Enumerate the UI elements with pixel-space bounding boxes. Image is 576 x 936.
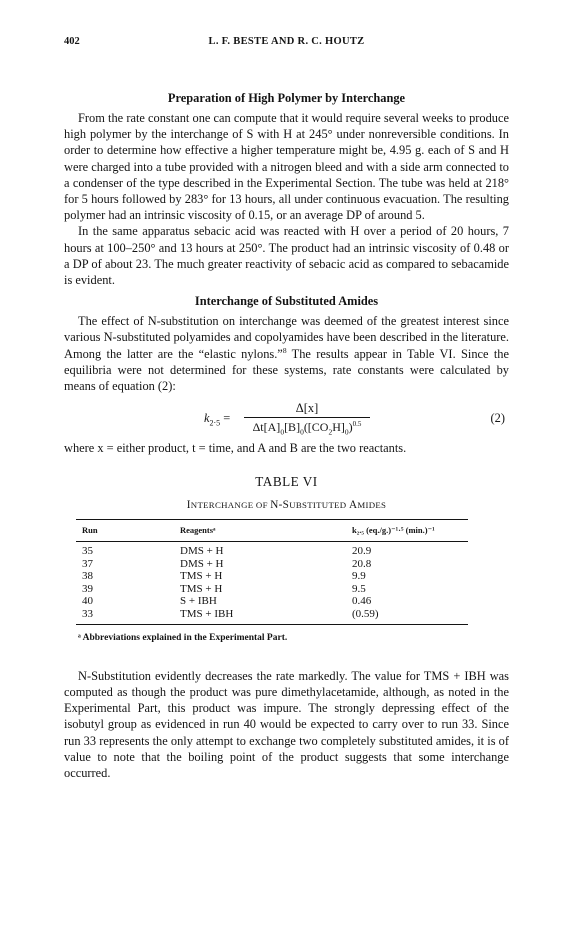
cell-rate: 20.9	[352, 545, 372, 558]
data-table	[76, 519, 468, 625]
cell-run: 39	[82, 582, 93, 595]
cell-reagents: DMS + H	[180, 545, 224, 558]
paragraph-n-substitution-effect: N-Substitution evidently decreases the rate markedly. The value for TMS + IBH was computed as though the product was pure dimethylacetamide, although, as noted in the Experimental Part, this product was impure. The strongly depressing effect of the isobutyl group as evidenced in run 40 would be expected to carry over to run 33. Since run 33 represents the only attempt to exchange two completely substituted amides, it is of value to note that the boiling point of the product suggests that some interchange occurred.	[64, 668, 509, 781]
denominator-subscript: 2	[328, 427, 333, 437]
cell-run: 35	[82, 545, 93, 558]
running-head	[64, 36, 509, 52]
denominator-part: )	[348, 420, 353, 435]
denominator-subscript: 0	[344, 427, 349, 437]
paragraph-rate-constant: From the rate constant one can compute that it would require several weeks to produce high polymer by the interchange of S with H at 245° under nonreversible conditions. In order to determine how effective a higher temperature might be, 4.95 g. each of S and H were charged into a tube provided with a nitrogen bleed and with a side arm connected to a condenser of the type described in the Experimental Section. The tube was held at 218° for 5 hours followed by 283° for 13 hours, all under continuous evacuation. The resulting polymer had an intrinsic viscosity of 0.15, or an average DP of around 5.	[64, 111, 509, 223]
caption-part: I	[186, 498, 191, 511]
cell-run: 38	[82, 570, 93, 583]
cell-run: 40	[82, 595, 93, 608]
equation-denominator	[244, 418, 370, 441]
paragraph-n-substitution-part2: The results appear in Table VI. Since the equilibria were not determined for these systems, rate constants were calculated by means of equation (2):	[64, 346, 509, 394]
cell-rate: 0.46	[352, 595, 372, 608]
equation-definitions: where x = either product, t = time, and A and B are the two reactants.	[64, 441, 407, 456]
reference-marker: 8	[282, 345, 287, 355]
equation-fraction	[244, 400, 370, 441]
denominator-subscript: 0	[300, 427, 304, 437]
equals-sign: =	[220, 411, 231, 426]
table-row	[76, 570, 468, 583]
cell-reagents: TMS + H	[180, 582, 223, 595]
cell-run: 33	[76, 608, 180, 624]
table-row	[76, 558, 468, 571]
table-row	[76, 608, 468, 624]
equation-number: (2)	[490, 411, 505, 426]
column-header-rate-constant: k₂.₅ (eq./g.)⁻¹·⁵ (min.)⁻¹	[312, 519, 468, 541]
cell-rate: 9.9	[352, 570, 366, 583]
paragraph-n-substitution-part1: The effect of N-substitution on interchange was deemed of the greatest interest since various N-substituted polyamides and copolyamides have been described in the literature. Among the latter are the “elastic nylons.”	[64, 314, 509, 361]
table-row	[76, 595, 468, 608]
table-title: TABLE VI	[255, 474, 318, 490]
table-row	[76, 583, 468, 596]
cell-rate: 9.5	[352, 582, 366, 595]
caption-part: NTERCHANGE OF	[190, 499, 271, 510]
table-row	[76, 542, 468, 558]
denominator-exponent: 0.5	[352, 420, 362, 429]
cell-rate: (0.59)	[312, 608, 468, 624]
caption-part: MIDES	[357, 499, 387, 510]
caption-part: UBSTITUTED	[289, 499, 349, 510]
denominator-part: [B]	[284, 420, 301, 435]
equation-numerator: Δ[x]	[244, 400, 370, 418]
section-heading-high-polymer: Preparation of High Polymer by Interchange	[167, 91, 406, 105]
body-text	[64, 90, 509, 781]
rate-constant-symbol: k	[204, 411, 210, 426]
equation-2	[64, 400, 509, 436]
column-header-run: Run	[76, 519, 180, 541]
section-heading-substituted-amides: Interchange of Substituted Amides	[194, 294, 379, 309]
denominator-part: Δt[A]	[252, 420, 281, 435]
cell-rate: 20.8	[352, 557, 372, 570]
caption-part: N-S	[270, 498, 290, 511]
page-number: 402	[64, 36, 80, 47]
denominator-part: ([CO	[303, 420, 329, 435]
equation-lhs	[204, 410, 230, 432]
caption-part: A	[348, 498, 358, 511]
cell-reagents: S + IBH	[180, 595, 217, 608]
cell-reagents: TMS + IBH	[180, 608, 312, 624]
running-head-authors: L. F. BESTE AND R. C. HOUTZ	[208, 36, 365, 47]
rate-constant-subscript: 2·5	[209, 418, 221, 428]
paragraph-sebacic-acid: In the same apparatus sebacic acid was reacted with H over a period of 20 hours, 7 hours at 100–250° and 13 hours at 250°. The product had an intrinsic viscosity of 0.48 or a DP of about 23. The much greater reactivity of sebacic acid as compared to sebacamide is evident.	[64, 224, 509, 288]
table-header-row	[76, 519, 468, 541]
table-caption	[64, 497, 509, 513]
cell-reagents: TMS + H	[180, 570, 223, 583]
cell-reagents: DMS + H	[180, 557, 224, 570]
denominator-subscript: 0	[280, 427, 285, 437]
denominator-part: H]	[332, 420, 345, 435]
paragraph-n-substitution	[64, 313, 509, 394]
cell-run: 37	[82, 557, 93, 570]
column-header-reagents: Reagentsᵃ	[180, 519, 312, 541]
table-footnote: ᵃ Abbreviations explained in the Experimental Part.	[78, 632, 288, 643]
